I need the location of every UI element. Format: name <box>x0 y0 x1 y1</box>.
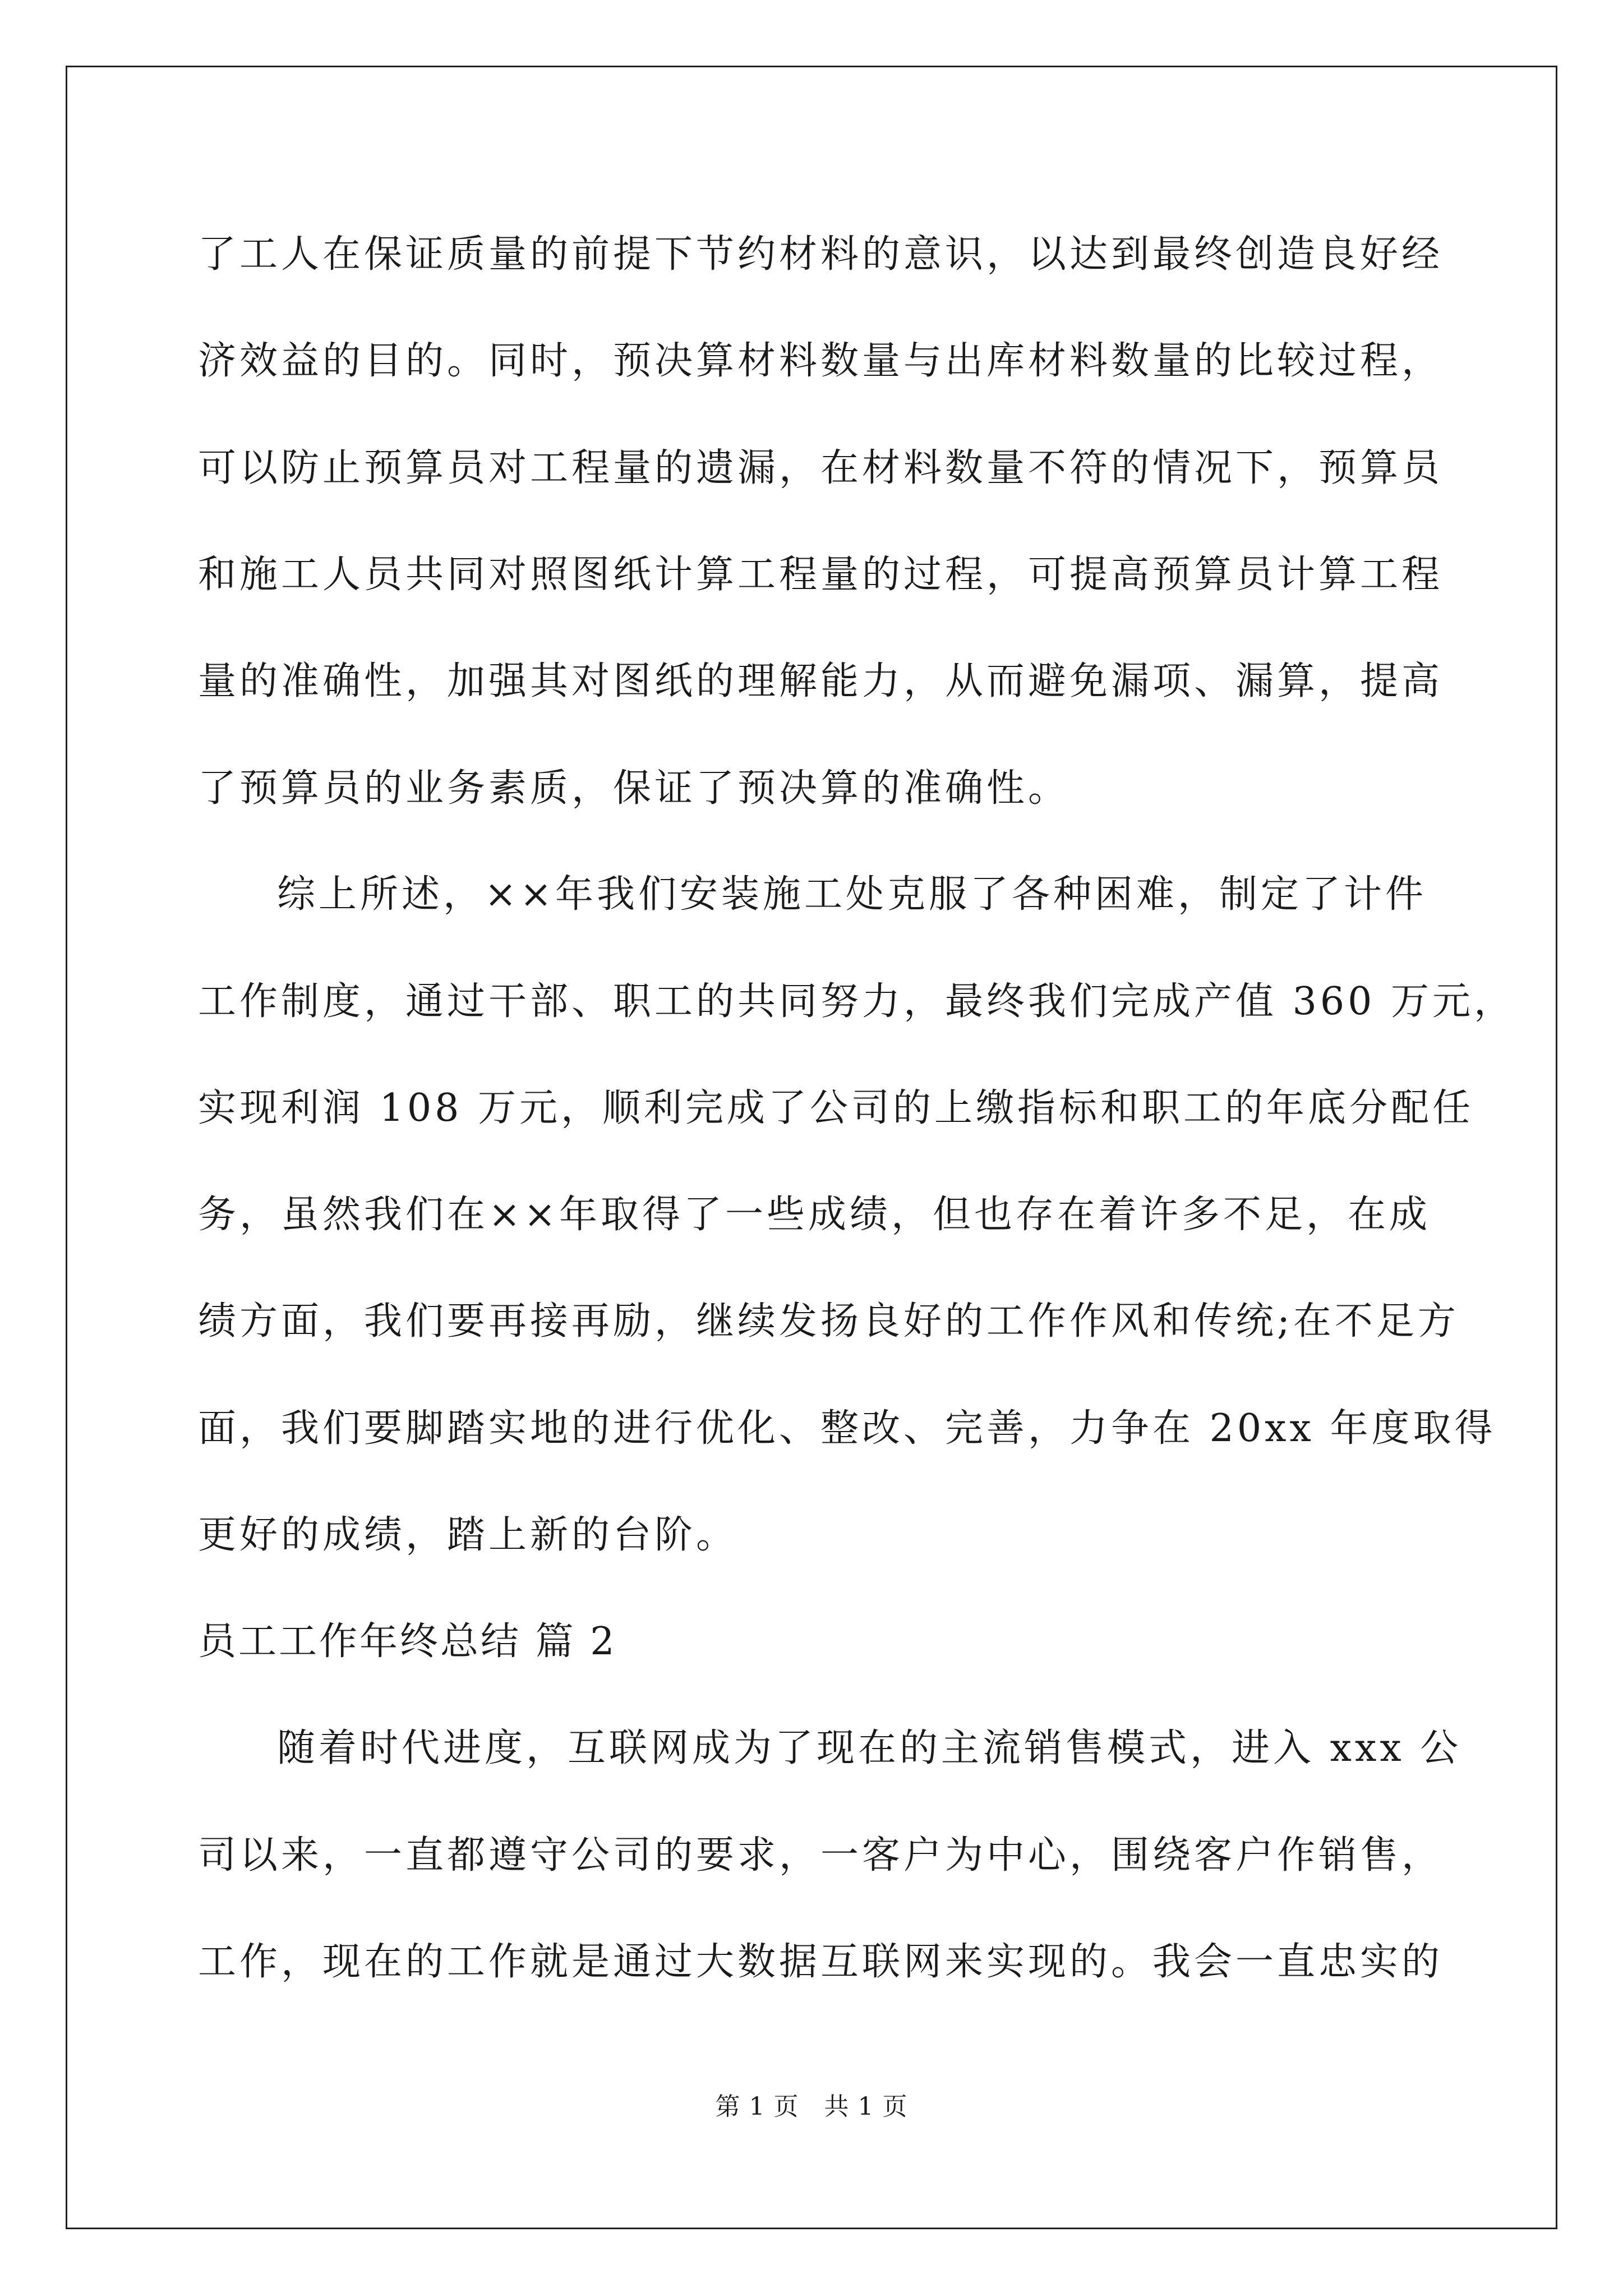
paragraph-line: 工作，现在的工作就是通过大数据互联网来实现的。我会一直忠实的 <box>198 1940 1444 1984</box>
paragraph-line: 了工人在保证质量的前提下节约材料的意识，以达到最终创造良好经 <box>198 232 1444 277</box>
paragraph-line: 更好的成绩，踏上新的台阶。 <box>198 1513 738 1557</box>
paragraph-line: 绩方面，我们要再接再励，继续发扬良好的工作作风和传统;在不足方 <box>198 1299 1459 1343</box>
section-heading: 员工工作年终总结 篇 2 <box>198 1619 617 1664</box>
paragraph-line: 司以来，一直都遵守公司的要求，一客户为中心，围绕客户作销售， <box>198 1833 1444 1878</box>
paragraph-line: 务，虽然我们在××年取得了一些成绩，但也存在着许多不足，在成 <box>198 1193 1431 1237</box>
paragraph-line: 面，我们要脚踏实地的进行优化、整改、完善，力争在 20xx 年度取得 <box>198 1406 1496 1451</box>
paragraph-line: 和施工人员共同对照图纸计算工程量的过程，可提高预算员计算工程 <box>198 553 1444 597</box>
paragraph-line: 济效益的目的。同时，预决算材料数量与出库材料数量的比较过程， <box>198 339 1444 383</box>
page-footer: 第 1 页 共 1 页 <box>715 2092 908 2121</box>
paragraph-line: 了预算员的业务素质，保证了预决算的准确性。 <box>198 766 1070 811</box>
page-border <box>66 66 1557 2229</box>
paragraph-line: 工作制度，通过干部、职工的共同努力，最终我们完成产值 360 万元， <box>198 979 1516 1024</box>
paragraph-line: 综上所述，××年我们安装施工处克服了各种困难，制定了计件 <box>277 872 1427 917</box>
paragraph-line: 量的准确性，加强其对图纸的理解能力，从而避免漏项、漏算，提高 <box>198 659 1444 703</box>
paragraph-line: 实现利润 108 万元，顺利完成了公司的上缴指标和职工的年底分配任 <box>198 1086 1474 1130</box>
paragraph-line: 随着时代进度，互联网成为了现在的主流销售模式，进入 xxx 公 <box>277 1726 1462 1770</box>
paragraph-line: 可以防止预算员对工程量的遗漏，在材料数量不符的情况下，预算员 <box>198 446 1444 490</box>
